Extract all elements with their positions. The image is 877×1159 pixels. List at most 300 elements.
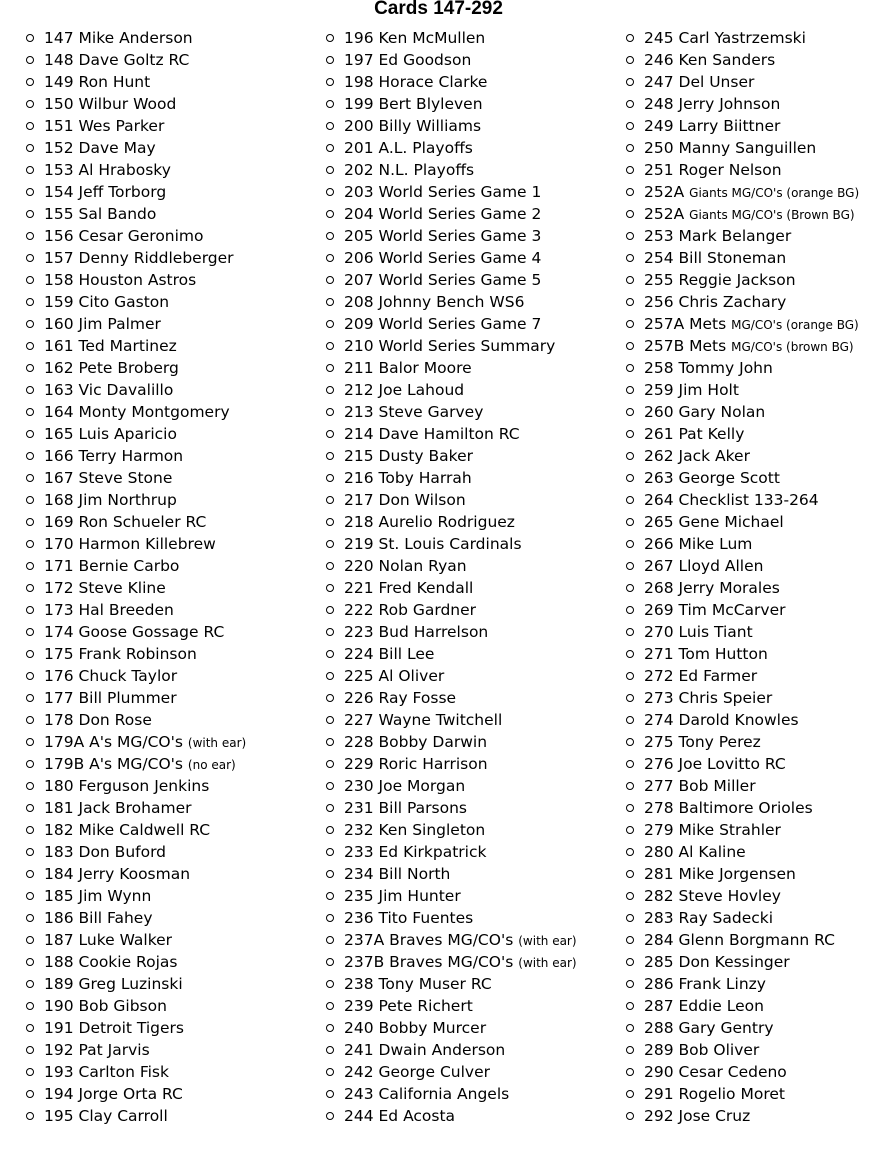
list-item <box>325 269 577 291</box>
card-label: 269 Tim McCarver <box>644 601 786 619</box>
list-item <box>325 115 577 137</box>
list-item <box>325 951 577 973</box>
card-label: 162 Pete Broberg <box>44 359 179 377</box>
list-item <box>325 401 577 423</box>
list-item <box>625 137 859 159</box>
card-label: 175 Frank Robinson <box>44 645 197 663</box>
card-label: 179B A's MG/CO's <box>44 755 183 773</box>
circle-bullet-icon <box>626 760 634 768</box>
card-label: 188 Cookie Rojas <box>44 953 178 971</box>
card-label: 274 Darold Knowles <box>644 711 799 729</box>
circle-bullet-icon <box>326 320 334 328</box>
card-label: 168 Jim Northrup <box>44 491 177 509</box>
card-label: 180 Ferguson Jenkins <box>44 777 210 795</box>
circle-bullet-icon <box>626 650 634 658</box>
circle-bullet-icon <box>26 562 34 570</box>
card-label: 239 Pete Richert <box>344 997 473 1015</box>
card-note: MG/CO's (brown BG) <box>731 340 854 354</box>
card-label: 289 Bob Oliver <box>644 1041 760 1059</box>
card-label: 254 Bill Stoneman <box>644 249 787 267</box>
circle-bullet-icon <box>326 276 334 284</box>
card-label: 193 Carlton Fisk <box>44 1063 169 1081</box>
list-item <box>625 71 859 93</box>
list-item <box>25 1017 246 1039</box>
list-item <box>325 885 577 907</box>
list-item <box>325 137 577 159</box>
card-label: 251 Roger Nelson <box>644 161 782 179</box>
circle-bullet-icon <box>326 188 334 196</box>
list-item <box>625 533 859 555</box>
list-item <box>25 775 246 797</box>
circle-bullet-icon <box>326 650 334 658</box>
circle-bullet-icon <box>626 562 634 570</box>
list-item <box>625 489 859 511</box>
circle-bullet-icon <box>626 1068 634 1076</box>
circle-bullet-icon <box>26 914 34 922</box>
card-label: 211 Balor Moore <box>344 359 472 377</box>
list-item <box>625 225 859 247</box>
list-item <box>625 269 859 291</box>
circle-bullet-icon <box>626 1002 634 1010</box>
circle-bullet-icon <box>26 364 34 372</box>
card-label: 282 Steve Hovley <box>644 887 781 905</box>
list-item <box>25 819 246 841</box>
circle-bullet-icon <box>326 144 334 152</box>
card-label: 249 Larry Biittner <box>644 117 781 135</box>
circle-bullet-icon <box>326 166 334 174</box>
card-label: 159 Cito Gaston <box>44 293 170 311</box>
circle-bullet-icon <box>326 606 334 614</box>
list-item <box>25 269 246 291</box>
card-label: 202 N.L. Playoffs <box>344 161 475 179</box>
card-label: 257A Mets <box>644 315 727 333</box>
card-label: 191 Detroit Tigers <box>44 1019 185 1037</box>
card-label: 161 Ted Martinez <box>44 337 177 355</box>
card-label: 257B Mets <box>644 337 727 355</box>
circle-bullet-icon <box>326 672 334 680</box>
card-note: MG/CO's (orange BG) <box>731 318 859 332</box>
card-label: 265 Gene Michael <box>644 513 784 531</box>
card-label: 158 Houston Astros <box>44 271 197 289</box>
card-label: 215 Dusty Baker <box>344 447 473 465</box>
card-label: 271 Tom Hutton <box>644 645 768 663</box>
list-item <box>25 973 246 995</box>
list-item <box>25 907 246 929</box>
list-item <box>325 929 577 951</box>
card-label: 190 Bob Gibson <box>44 997 167 1015</box>
list-item <box>325 1017 577 1039</box>
circle-bullet-icon <box>626 364 634 372</box>
card-label: 238 Tony Muser RC <box>344 975 492 993</box>
circle-bullet-icon <box>26 474 34 482</box>
circle-bullet-icon <box>626 78 634 86</box>
list-item <box>25 995 246 1017</box>
list-item <box>325 291 577 313</box>
list-item <box>325 643 577 665</box>
card-label: 252A <box>644 183 685 201</box>
card-label: 197 Ed Goodson <box>344 51 472 69</box>
list-item <box>25 357 246 379</box>
list-item <box>25 49 246 71</box>
circle-bullet-icon <box>626 474 634 482</box>
card-label: 292 Jose Cruz <box>644 1107 751 1125</box>
card-label: 203 World Series Game 1 <box>344 183 542 201</box>
circle-bullet-icon <box>26 254 34 262</box>
list-item <box>25 1061 246 1083</box>
card-label: 235 Jim Hunter <box>344 887 461 905</box>
list-item <box>325 379 577 401</box>
list-item <box>25 621 246 643</box>
circle-bullet-icon <box>26 606 34 614</box>
list-item <box>625 379 859 401</box>
circle-bullet-icon <box>326 254 334 262</box>
card-label: 280 Al Kaline <box>644 843 746 861</box>
list-item <box>325 1083 577 1105</box>
list-item <box>25 137 246 159</box>
circle-bullet-icon <box>326 210 334 218</box>
circle-bullet-icon <box>626 386 634 394</box>
list-item <box>25 951 246 973</box>
card-label: 233 Ed Kirkpatrick <box>344 843 487 861</box>
card-label: 195 Clay Carroll <box>44 1107 168 1125</box>
card-label: 207 World Series Game 5 <box>344 271 542 289</box>
card-label: 263 George Scott <box>644 469 780 487</box>
circle-bullet-icon <box>26 320 34 328</box>
card-label: 148 Dave Goltz RC <box>44 51 190 69</box>
card-label: 279 Mike Strahler <box>644 821 781 839</box>
card-label: 253 Mark Belanger <box>644 227 792 245</box>
circle-bullet-icon <box>626 1046 634 1054</box>
circle-bullet-icon <box>626 1024 634 1032</box>
card-label: 273 Chris Speier <box>644 689 773 707</box>
circle-bullet-icon <box>326 804 334 812</box>
list-item <box>625 291 859 313</box>
list-item <box>25 203 246 225</box>
list-item <box>625 555 859 577</box>
circle-bullet-icon <box>326 1024 334 1032</box>
list-item <box>25 665 246 687</box>
list-item <box>625 621 859 643</box>
card-label: 277 Bob Miller <box>644 777 756 795</box>
circle-bullet-icon <box>26 210 34 218</box>
circle-bullet-icon <box>626 848 634 856</box>
circle-bullet-icon <box>626 210 634 218</box>
circle-bullet-icon <box>26 100 34 108</box>
list-item <box>625 1039 859 1061</box>
list-item <box>25 115 246 137</box>
card-label: 194 Jorge Orta RC <box>44 1085 183 1103</box>
circle-bullet-icon <box>26 738 34 746</box>
circle-bullet-icon <box>26 342 34 350</box>
card-label: 287 Eddie Leon <box>644 997 764 1015</box>
list-item <box>625 115 859 137</box>
list-item <box>625 885 859 907</box>
card-label: 236 Tito Fuentes <box>344 909 474 927</box>
list-item <box>325 577 577 599</box>
circle-bullet-icon <box>26 870 34 878</box>
card-label: 152 Dave May <box>44 139 156 157</box>
card-label: 174 Goose Gossage RC <box>44 623 225 641</box>
circle-bullet-icon <box>626 980 634 988</box>
circle-bullet-icon <box>626 892 634 900</box>
circle-bullet-icon <box>626 254 634 262</box>
card-label: 248 Jerry Johnson <box>644 95 781 113</box>
circle-bullet-icon <box>26 34 34 42</box>
list-item <box>325 335 577 357</box>
list-item <box>625 401 859 423</box>
circle-bullet-icon <box>26 56 34 64</box>
circle-bullet-icon <box>326 958 334 966</box>
circle-bullet-icon <box>626 672 634 680</box>
circle-bullet-icon <box>326 892 334 900</box>
card-label: 266 Mike Lum <box>644 535 753 553</box>
card-label: 205 World Series Game 3 <box>344 227 542 245</box>
list-item <box>325 533 577 555</box>
card-label: 149 Ron Hunt <box>44 73 151 91</box>
list-item <box>325 599 577 621</box>
circle-bullet-icon <box>26 584 34 592</box>
circle-bullet-icon <box>26 452 34 460</box>
list-item <box>625 49 859 71</box>
circle-bullet-icon <box>26 496 34 504</box>
list-item <box>325 995 577 1017</box>
list-item <box>25 445 246 467</box>
list-item <box>325 203 577 225</box>
circle-bullet-icon <box>26 650 34 658</box>
card-note: (with ear) <box>187 736 247 750</box>
card-label: 272 Ed Farmer <box>644 667 758 685</box>
circle-bullet-icon <box>326 56 334 64</box>
list-item <box>625 731 859 753</box>
circle-bullet-icon <box>326 78 334 86</box>
card-label: 198 Horace Clarke <box>344 73 488 91</box>
list-item <box>325 225 577 247</box>
list-item <box>25 401 246 423</box>
list-item <box>625 467 859 489</box>
circle-bullet-icon <box>626 1090 634 1098</box>
circle-bullet-icon <box>26 1068 34 1076</box>
card-label: 210 World Series Summary <box>344 337 556 355</box>
card-label: 192 Pat Jarvis <box>44 1041 150 1059</box>
card-label: 255 Reggie Jackson <box>644 271 796 289</box>
list-item <box>625 643 859 665</box>
list-item <box>325 863 577 885</box>
list-item <box>325 709 577 731</box>
card-label: 291 Rogelio Moret <box>644 1085 785 1103</box>
list-item <box>325 621 577 643</box>
list-item <box>25 797 246 819</box>
list-item <box>25 71 246 93</box>
circle-bullet-icon <box>26 540 34 548</box>
circle-bullet-icon <box>326 34 334 42</box>
circle-bullet-icon <box>326 1046 334 1054</box>
card-label: 226 Ray Fosse <box>344 689 457 707</box>
list-item <box>25 731 246 753</box>
circle-bullet-icon <box>326 848 334 856</box>
card-label: 167 Steve Stone <box>44 469 173 487</box>
list-item <box>625 797 859 819</box>
list-item <box>25 885 246 907</box>
list-item <box>325 731 577 753</box>
circle-bullet-icon <box>626 914 634 922</box>
list-item <box>25 687 246 709</box>
circle-bullet-icon <box>326 298 334 306</box>
card-label: 150 Wilbur Wood <box>44 95 177 113</box>
circle-bullet-icon <box>626 276 634 284</box>
card-label: 199 Bert Blyleven <box>344 95 483 113</box>
card-label: 219 St. Louis Cardinals <box>344 535 522 553</box>
list-item <box>25 379 246 401</box>
card-label: 267 Lloyd Allen <box>644 557 764 575</box>
circle-bullet-icon <box>326 540 334 548</box>
list-item <box>325 1105 577 1127</box>
list-item <box>325 445 577 467</box>
circle-bullet-icon <box>626 694 634 702</box>
circle-bullet-icon <box>326 1002 334 1010</box>
list-item <box>625 1017 859 1039</box>
card-label: 234 Bill North <box>344 865 451 883</box>
list-item <box>625 511 859 533</box>
card-label: 230 Joe Morgan <box>344 777 466 795</box>
card-label: 170 Harmon Killebrew <box>44 535 216 553</box>
circle-bullet-icon <box>626 188 634 196</box>
circle-bullet-icon <box>26 78 34 86</box>
card-label: 216 Toby Harrah <box>344 469 472 487</box>
list-item <box>625 599 859 621</box>
circle-bullet-icon <box>626 958 634 966</box>
list-item <box>325 907 577 929</box>
circle-bullet-icon <box>626 452 634 460</box>
card-label: 217 Don Wilson <box>344 491 466 509</box>
circle-bullet-icon <box>26 826 34 834</box>
card-label: 220 Nolan Ryan <box>344 557 467 575</box>
list-item <box>325 687 577 709</box>
card-label: 285 Don Kessinger <box>644 953 790 971</box>
card-label: 179A A's MG/CO's <box>44 733 183 751</box>
list-item <box>625 973 859 995</box>
card-label: 290 Cesar Cedeno <box>644 1063 787 1081</box>
card-label: 261 Pat Kelly <box>644 425 745 443</box>
card-label: 186 Bill Fahey <box>44 909 153 927</box>
card-label: 256 Chris Zachary <box>644 293 787 311</box>
list-item <box>325 1061 577 1083</box>
circle-bullet-icon <box>26 276 34 284</box>
card-label: 270 Luis Tiant <box>644 623 753 641</box>
card-label: 275 Tony Perez <box>644 733 761 751</box>
list-item <box>625 687 859 709</box>
card-label: 171 Bernie Carbo <box>44 557 180 575</box>
card-label: 184 Jerry Koosman <box>44 865 191 883</box>
card-label: 153 Al Hrabosky <box>44 161 171 179</box>
card-label: 243 California Angels <box>344 1085 510 1103</box>
circle-bullet-icon <box>626 430 634 438</box>
circle-bullet-icon <box>326 364 334 372</box>
list-item <box>25 181 246 203</box>
list-item <box>25 159 246 181</box>
circle-bullet-icon <box>26 760 34 768</box>
list-item <box>25 753 246 775</box>
circle-bullet-icon <box>326 100 334 108</box>
card-label: 151 Wes Parker <box>44 117 165 135</box>
card-label: 283 Ray Sadecki <box>644 909 774 927</box>
card-label: 213 Steve Garvey <box>344 403 484 421</box>
list-item <box>25 511 246 533</box>
card-list-column-1 <box>25 27 246 1127</box>
circle-bullet-icon <box>626 870 634 878</box>
list-item <box>25 599 246 621</box>
card-label: 264 Checklist 133-264 <box>644 491 819 509</box>
circle-bullet-icon <box>626 738 634 746</box>
circle-bullet-icon <box>26 166 34 174</box>
list-item <box>25 1039 246 1061</box>
list-item <box>25 841 246 863</box>
list-item <box>325 1039 577 1061</box>
circle-bullet-icon <box>26 298 34 306</box>
list-item <box>325 819 577 841</box>
list-item <box>625 335 859 357</box>
list-item <box>325 247 577 269</box>
circle-bullet-icon <box>326 232 334 240</box>
circle-bullet-icon <box>326 474 334 482</box>
card-label: 154 Jeff Torborg <box>44 183 167 201</box>
list-item <box>625 357 859 379</box>
circle-bullet-icon <box>26 408 34 416</box>
circle-bullet-icon <box>326 782 334 790</box>
list-item <box>325 357 577 379</box>
card-label: 244 Ed Acosta <box>344 1107 456 1125</box>
list-item <box>325 775 577 797</box>
circle-bullet-icon <box>26 430 34 438</box>
list-item <box>625 775 859 797</box>
list-item <box>25 709 246 731</box>
circle-bullet-icon <box>626 122 634 130</box>
circle-bullet-icon <box>26 980 34 988</box>
circle-bullet-icon <box>626 584 634 592</box>
circle-bullet-icon <box>26 848 34 856</box>
card-label: 231 Bill Parsons <box>344 799 467 817</box>
card-label: 240 Bobby Murcer <box>344 1019 487 1037</box>
list-item <box>325 71 577 93</box>
card-label: 176 Chuck Taylor <box>44 667 178 685</box>
list-item <box>325 49 577 71</box>
card-label: 232 Ken Singleton <box>344 821 486 839</box>
circle-bullet-icon <box>626 34 634 42</box>
circle-bullet-icon <box>26 386 34 394</box>
list-item <box>625 423 859 445</box>
circle-bullet-icon <box>626 56 634 64</box>
list-item <box>25 533 246 555</box>
circle-bullet-icon <box>326 936 334 944</box>
circle-bullet-icon <box>26 694 34 702</box>
list-item <box>25 489 246 511</box>
circle-bullet-icon <box>26 1112 34 1120</box>
page-title: Cards 147-292 <box>374 0 503 19</box>
card-label: 245 Carl Yastrzemski <box>644 29 806 47</box>
list-item <box>325 555 577 577</box>
list-item <box>625 1061 859 1083</box>
list-item <box>625 203 859 225</box>
circle-bullet-icon <box>26 892 34 900</box>
circle-bullet-icon <box>326 122 334 130</box>
list-item <box>25 643 246 665</box>
circle-bullet-icon <box>26 122 34 130</box>
list-item <box>25 577 246 599</box>
list-item <box>325 181 577 203</box>
circle-bullet-icon <box>326 716 334 724</box>
circle-bullet-icon <box>26 958 34 966</box>
card-label: 228 Bobby Darwin <box>344 733 488 751</box>
list-item <box>625 445 859 467</box>
